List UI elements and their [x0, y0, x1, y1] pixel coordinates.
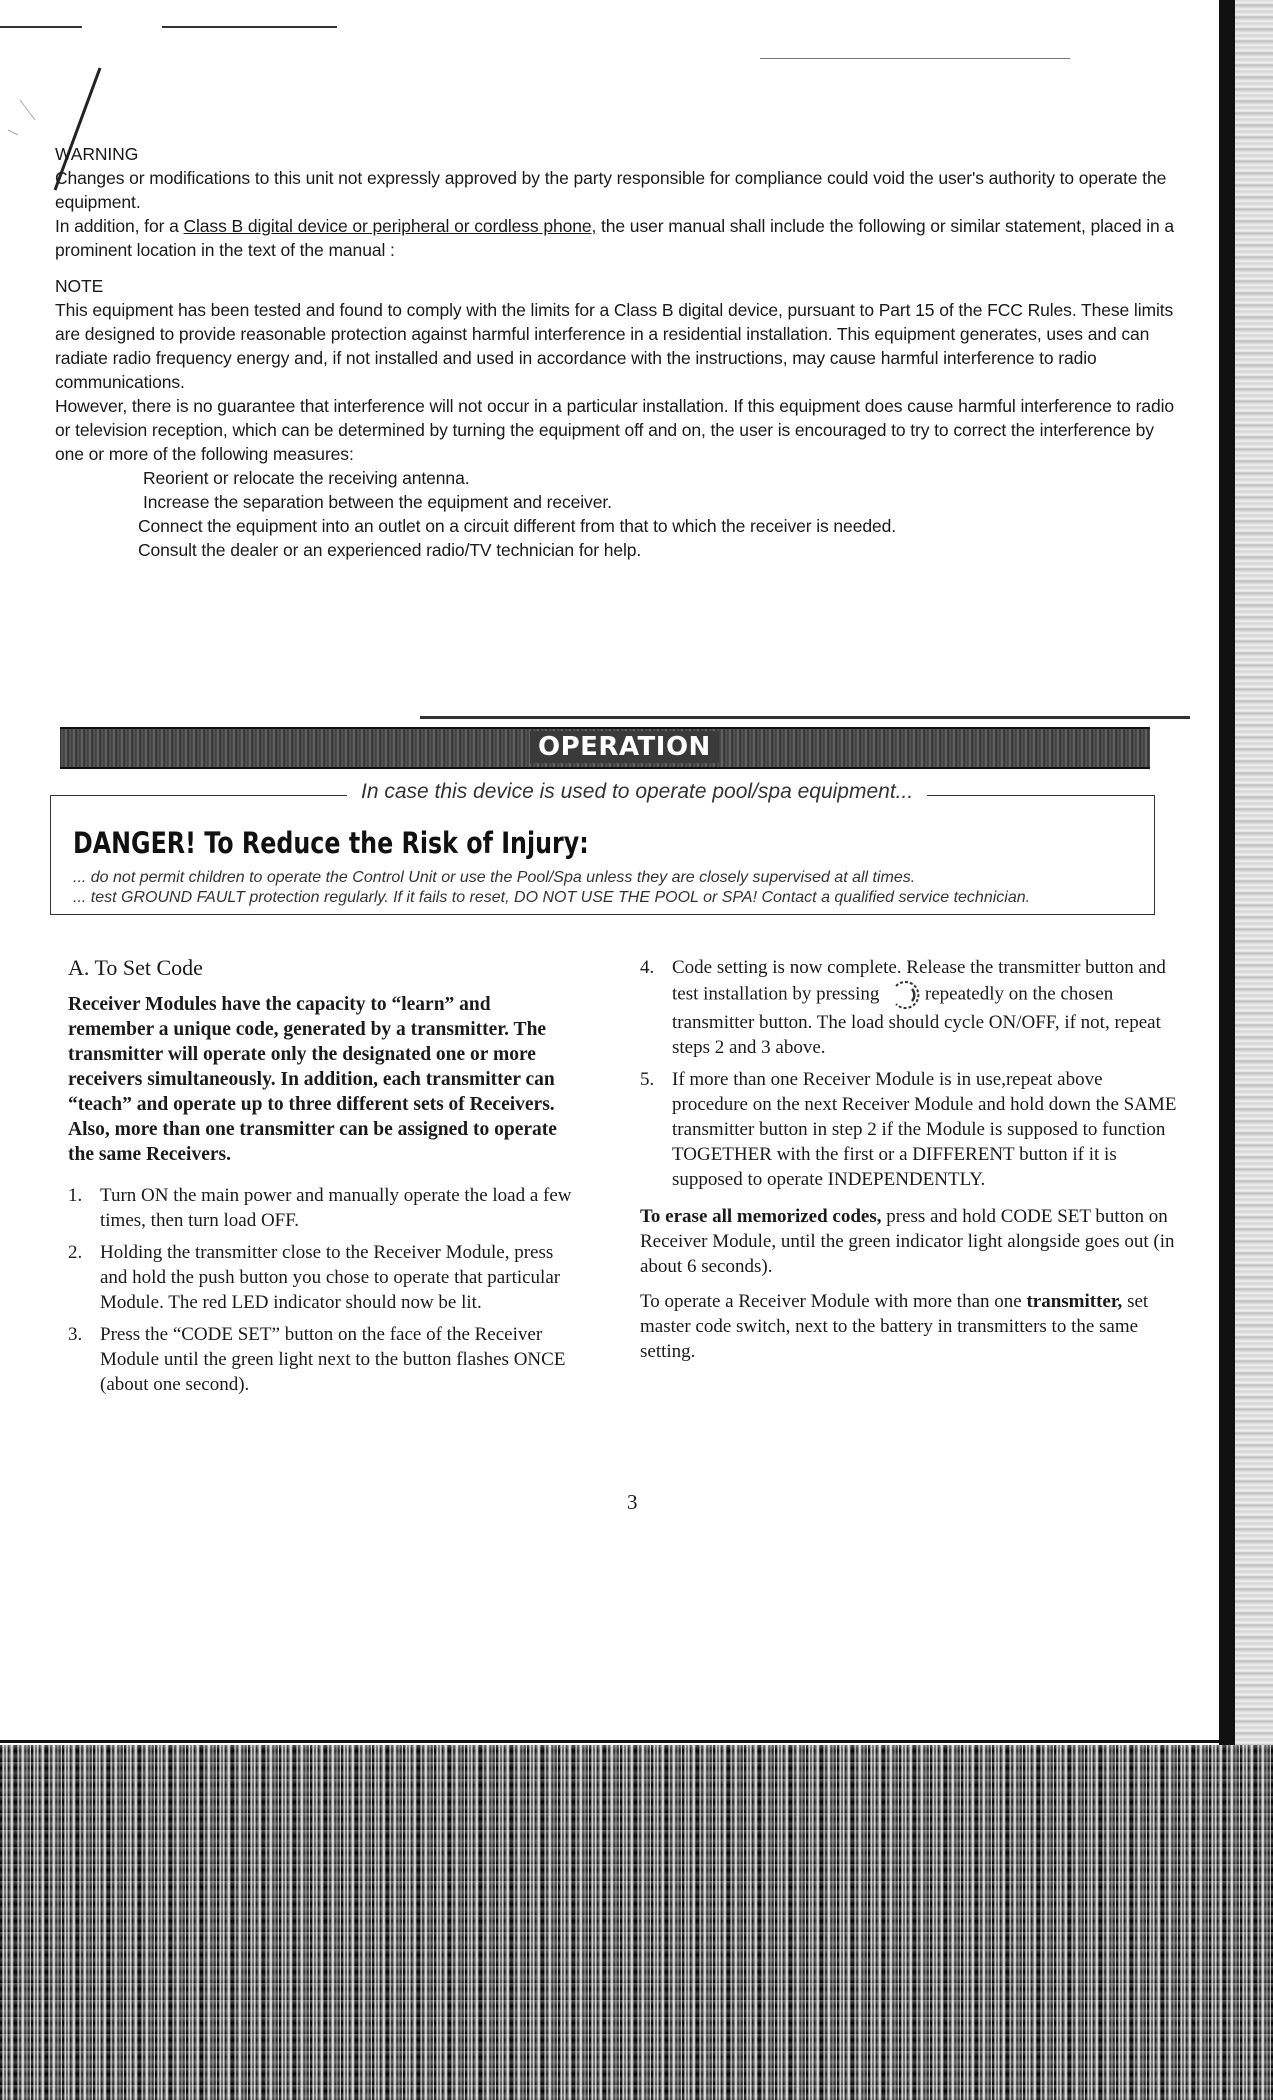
step-number: 5. — [640, 1069, 655, 1090]
step-item — [68, 1183, 580, 1233]
step-number: 1. — [68, 1185, 83, 1206]
multi-bold: transmitter, — [1026, 1291, 1123, 1312]
scan-edge-right — [1219, 0, 1273, 1760]
erase-text: press and hold CODE SET button on Receiver Module, until the green indicator light alongside goes out (in about 6 seconds). — [640, 1206, 1175, 1277]
page-number: 3 — [627, 1490, 638, 1514]
measure-item: Consult the dealer or an experienced radio/TV technician for help. — [138, 540, 642, 560]
addition-suffix: the user manual shall include the following or similar statement, placed in a prominent location in the text of the manual : — [55, 216, 1175, 260]
erase-bold: To erase all memorized codes, — [640, 1206, 882, 1227]
note-heading: NOTE — [55, 276, 104, 296]
step-text: Press the “CODE SET” button on the face of the Receiver Module until the green light next to the button flashes ONCE (about one second). — [100, 1324, 566, 1395]
danger-caption: In case this device is used to operate pool/spa equipment... — [347, 780, 927, 804]
set-code-intro: Receiver Modules have the capacity to “learn” and remember a unique code, generated by a transmitter. The transmitter will operate only the designated one or more receivers simultaneously. In addition, each transmitter can “teach” and operate up to three different sets of Receivers. Also, more than one transmitter can be assigned to operate the same Receivers. — [68, 994, 557, 1165]
fcc-statement — [55, 142, 1175, 562]
steps-list-left — [68, 1183, 580, 1397]
step-text: If more than one Receiver Module is in use,repeat above procedure on the next Receiver Module and hold down the SAME transmitter button in step 2 if the Module is supposed to function TOGETHER with the first or a DIFFERENT button if it is supposed to operate INDEPENDENTLY. — [672, 1069, 1177, 1190]
section-title: A. To Set Code — [68, 955, 203, 980]
warning-heading: WARNING — [55, 144, 139, 164]
scan-bottom-noise — [0, 1745, 1273, 2100]
danger-line-1: ... do not permit children to operate the Control Unit or use the Pool/Spa unless they are closely supervised at all times. — [73, 869, 916, 886]
operation-rule — [420, 716, 1190, 719]
step-number: 3. — [68, 1324, 83, 1345]
multi-transmitter-paragraph — [640, 1289, 1180, 1364]
step-text: Holding the transmitter close to the Receiver Module, press and hold the push button you chose to operate that particular Module. The red LED indicator should now be lit. — [100, 1242, 561, 1313]
measure-item: Connect the equipment into an outlet on a circuit different from that to which the receiver is needed. — [138, 516, 896, 536]
warning-text: Changes or modifications to this unit not expressly approved by the party responsible for compliance could void the user's authority to operate the equipment. — [55, 168, 1167, 212]
erase-paragraph — [640, 1204, 1180, 1279]
addition-prefix: In addition, for a — [55, 216, 179, 236]
scan-mark — [760, 58, 1070, 59]
measure-item: Reorient or relocate the receiving antenna. — [143, 468, 470, 488]
scan-bottom-line — [0, 1740, 1225, 1743]
step-item — [640, 955, 1180, 1060]
right-column — [640, 955, 1180, 1364]
however-text: However, there is no guarantee that interference will not occur in a particular installation. If this equipment does cause harmful interference to radio or television reception, which can be determined by turning the equipment off and on, the user is encouraged to try to correct the interference by one or more of the following measures: — [55, 396, 1175, 464]
step-number: 4. — [640, 957, 655, 978]
step-number: 2. — [68, 1242, 83, 1263]
scan-mark — [162, 26, 337, 28]
step-item — [68, 1240, 580, 1315]
multi-lead: To operate a Receiver Module with more than one — [640, 1291, 1022, 1312]
operation-banner — [60, 727, 1150, 769]
addition-text — [55, 214, 1175, 262]
step-item — [68, 1322, 580, 1397]
danger-box — [50, 780, 1155, 915]
step-text — [672, 955, 1180, 1060]
rotary-button-icon — [890, 980, 920, 1010]
note-text: This equipment has been tested and found to comply with the limits for a Class B digital device, pursuant to Part 15 of the FCC Rules. These limits are designed to provide reasonable protection against harmful interference in a residential installation. This equipment generates, uses and can radiate radio frequency energy and, if not installed and used in accordance with the instructions, may cause harmful interference to radio communications. — [55, 300, 1174, 392]
steps-list-right — [640, 955, 1180, 1192]
multi-text: set master code switch, next to the battery in transmitters to the same setting. — [640, 1291, 1149, 1362]
left-column — [68, 955, 580, 1404]
measure-item: Increase the separation between the equipment and receiver. — [143, 492, 612, 512]
step-item — [640, 1067, 1180, 1192]
step4-text: Code setting is now complete. Release the transmitter button and test installation by pressing — [672, 957, 1166, 1005]
danger-title: DANGER! To Reduce the Risk of Injury: — [73, 826, 589, 860]
addition-underlined: Class B digital device or peripheral or cordless phone, — [183, 216, 597, 236]
scan-mark — [0, 26, 82, 28]
danger-line-2: ... test GROUND FAULT protection regularly. If it fails to reset, DO NOT USE THE POOL or SPA! Contact a qualified service technician. — [73, 889, 1031, 906]
step4-text-continued: repeatedly on the chosen transmitter button. The load should cycle ON/OFF, if not, repeat steps 2 and 3 above. — [672, 983, 1161, 1058]
measures-list — [55, 466, 1175, 562]
operation-title: OPERATION — [530, 731, 719, 763]
step-text: Turn ON the main power and manually operate the load a few times, then turn load OFF. — [100, 1185, 572, 1231]
